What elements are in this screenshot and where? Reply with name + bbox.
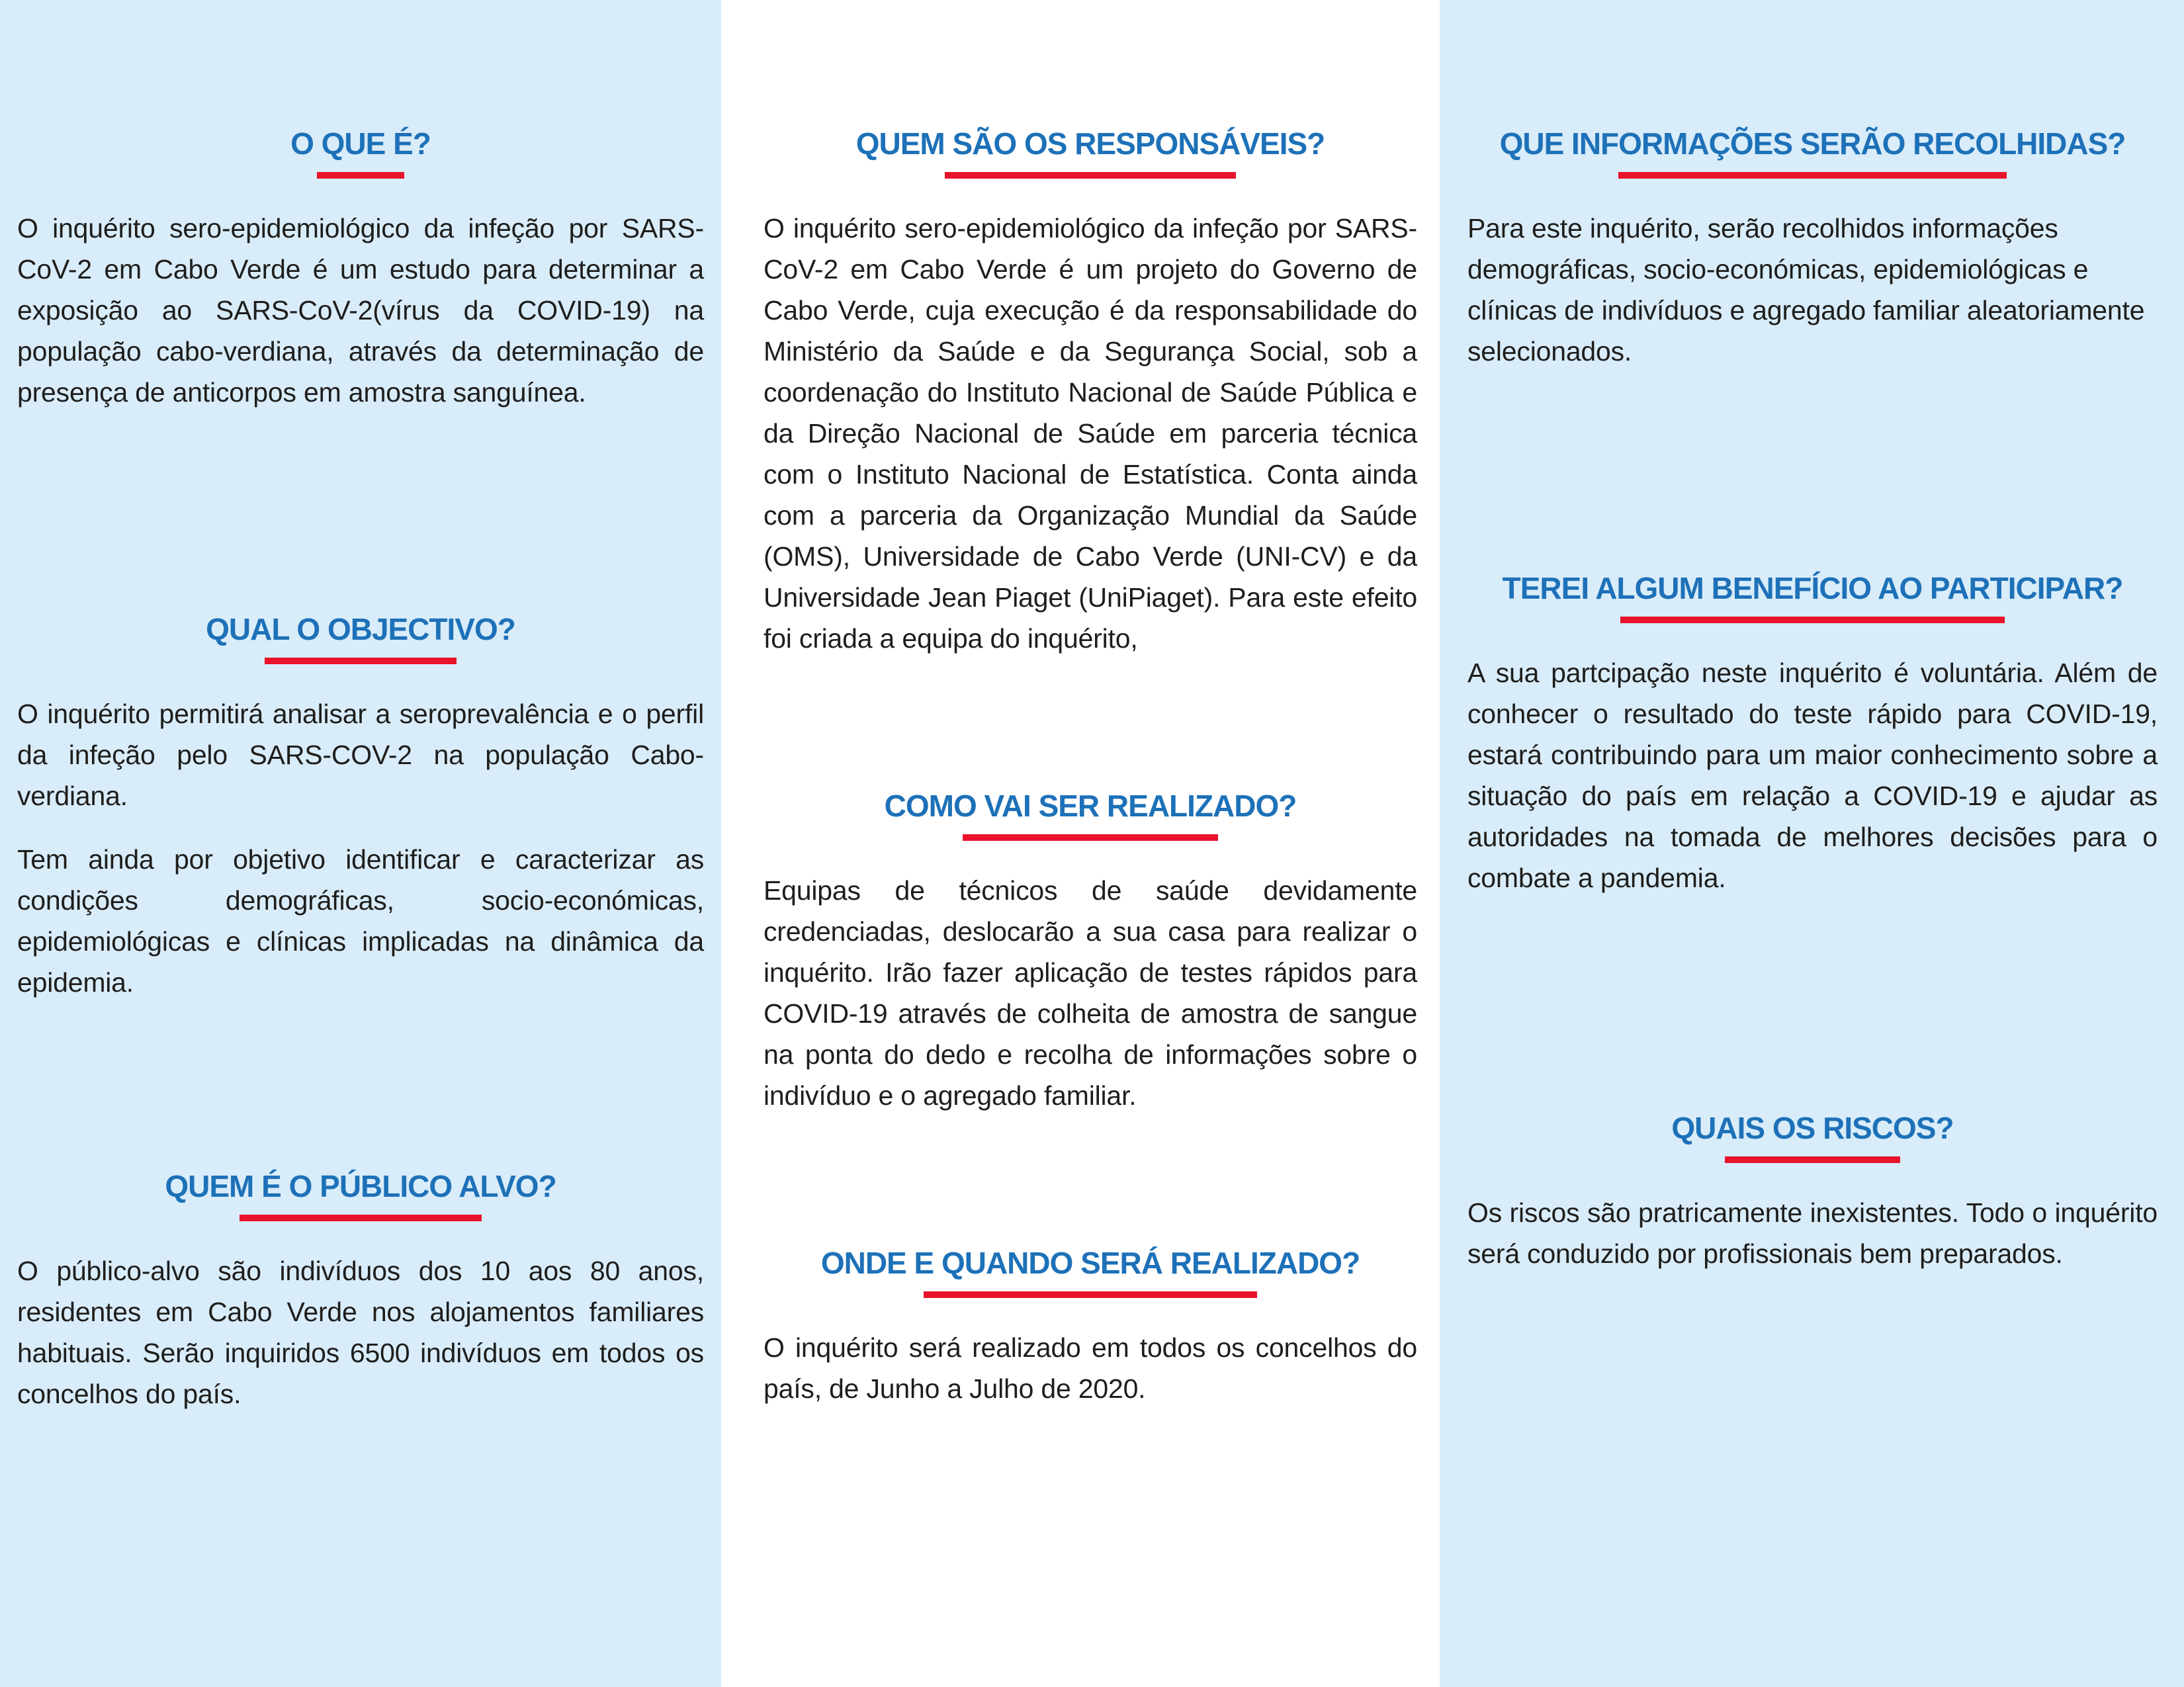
- column-right: [1440, 0, 2184, 1687]
- section-heading: QUE INFORMAÇÕES SERÃO RECOLHIDAS?: [1499, 126, 2126, 161]
- heading-row: [1467, 570, 2158, 623]
- section-paragraph: O inquérito permitirá analisar a seroprevalência e o perfil da infeção pelo SARS-COV-2 na população Cabo-verdiana.: [17, 699, 704, 811]
- column-middle: [721, 0, 1440, 1687]
- heading-wrap: [821, 1245, 1360, 1298]
- section-paragraph: O público-alvo são indivíduos dos 10 aos 80 anos, residentes em Cabo Verde nos alojamentos familiares habituais. Serão inquiridos 6500 indivíduos em todos os concelhos do país.: [17, 1256, 704, 1409]
- section-qual-o-objectivo: [17, 611, 704, 1003]
- heading-underline: [1725, 1156, 1900, 1163]
- column-left: [0, 0, 721, 1687]
- heading-row: [17, 611, 704, 664]
- section-heading: O QUE É?: [290, 126, 431, 161]
- section-o-que-e: [17, 126, 704, 413]
- section-riscos: [1467, 1110, 2158, 1274]
- heading-wrap: [1500, 126, 2126, 179]
- section-responsaveis: [764, 126, 1417, 659]
- heading-wrap: [290, 126, 431, 179]
- heading-wrap: [206, 611, 515, 664]
- heading-wrap: [885, 788, 1297, 841]
- heading-wrap: [165, 1168, 556, 1221]
- section-heading: COMO VAI SER REALIZADO?: [884, 789, 1297, 823]
- heading-underline: [265, 658, 457, 664]
- section-paragraph: O inquérito será realizado em todos os concelhos do país, de Junho a Julho de 2020.: [764, 1332, 1417, 1404]
- section-heading: ONDE E QUANDO SERÁ REALIZADO?: [820, 1246, 1360, 1280]
- section-paragraph: O inquérito sero-epidemiológico da infeção por SARS-CoV-2 em Cabo Verde é um projeto do Governo de Cabo Verde, cuja execução é da responsabilidade do Ministério da Saúde e da Segurança Social, sob a coordenação do Instituto Nacional de Saúde Pública e da Direção Nacional de Saúde em parceria técnica com o Instituto Nacional de Estatística. Conta ainda com a parceria da Organização Mundial da Saúde (OMS), Universidade de Cabo Verde (UNI-CV) e da Universidade Jean Piaget (UniPiaget). Para este efeito foi criada a equipa do inquérito,: [764, 213, 1417, 654]
- section-informacoes: [1467, 126, 2158, 372]
- heading-row: [764, 1245, 1417, 1298]
- section-heading: TEREI ALGUM BENEFÍCIO AO PARTICIPAR?: [1502, 571, 2123, 605]
- section-paragraph: O inquérito sero-epidemiológico da infeção por SARS-CoV-2 em Cabo Verde é um estudo para determinar a exposição ao SARS-CoV-2(vírus da COVID-19) na população cabo-verdiana, através da determinação de presença de anticorpos em amostra sanguínea.: [17, 213, 704, 408]
- heading-underline: [945, 172, 1235, 179]
- heading-underline: [1618, 172, 2006, 179]
- heading-row: [17, 1168, 704, 1221]
- heading-underline: [963, 834, 1218, 841]
- heading-underline: [1620, 617, 2005, 623]
- section-heading: QUEM SÃO OS RESPONSÁVEIS?: [855, 126, 1325, 161]
- heading-row: [764, 126, 1417, 179]
- section-paragraph: Equipas de técnicos de saúde devidamente credenciadas, deslocarão a sua casa para realizar o inquérito. Irão fazer aplicação de testes rápidos para COVID-19 através de colheita de amostra de sangue na ponta do dedo e recolha de informações sobre o indivíduo e o agregado familiar.: [764, 875, 1417, 1111]
- heading-underline: [317, 172, 404, 179]
- heading-wrap: [1671, 1110, 1953, 1163]
- heading-wrap: [856, 126, 1325, 179]
- section-heading: QUAL O OBJECTIVO?: [206, 612, 515, 646]
- heading-wrap: [1503, 570, 2123, 623]
- section-paragraph: Os riscos são pratricamente inexistentes. Todo o inquérito será conduzido por profissionais bem preparados.: [1467, 1197, 2158, 1269]
- heading-row: [1467, 1110, 2158, 1163]
- heading-row: [764, 788, 1417, 841]
- heading-row: [1467, 126, 2158, 179]
- heading-underline: [240, 1215, 482, 1221]
- section-como-realizado: [764, 788, 1417, 1116]
- section-paragraph: Para este inquérito, serão recolhidos informações demográficas, socio-económicas, epidemiológicas e clínicas de indivíduos e agregado familiar aleatoriamente selecionados.: [1467, 213, 2145, 367]
- heading-underline: [924, 1291, 1258, 1298]
- section-heading: QUAIS OS RISCOS?: [1671, 1111, 1954, 1145]
- section-beneficio: [1467, 570, 2158, 898]
- section-paragraph: Tem ainda por objetivo identificar e caracterizar as condições demográficas, socio-económicas, epidemiológicas e clínicas implicadas na dinâmica da epidemia.: [17, 844, 704, 998]
- section-paragraph: A sua partcipação neste inquérito é voluntária. Além de conhecer o resultado do teste rápido para COVID-19, estará contribuindo para um maior conhecimento sobre a situação do país em relação a COVID-19 e ajudar as autoridades na tomada de melhores decisões para o combate a pandemia.: [1467, 658, 2158, 893]
- heading-row: [17, 126, 704, 179]
- section-heading: QUEM É O PÚBLICO ALVO?: [165, 1169, 556, 1203]
- section-publico-alvo: [17, 1168, 704, 1414]
- section-onde-quando: [764, 1245, 1417, 1409]
